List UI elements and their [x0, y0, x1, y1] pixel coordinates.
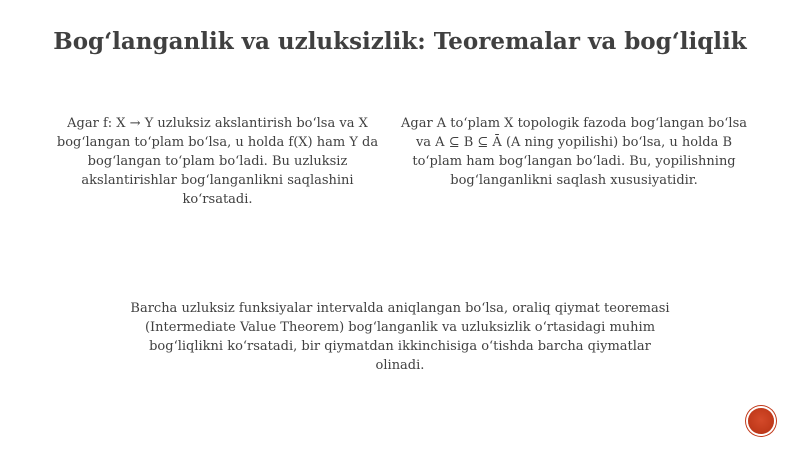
text-block-bottom: Barcha uzluksiz funksiyalar intervalda aniqlangan bo‘lsa, oraliq qiymat teoremasi (Intermediate Value Theorem) bog‘langanlik va uzluksizlik o‘rtasidagi muhim bog‘liqlikni ko‘rsatadi, bir qiymatdan ikkinchisiga o‘tishda barcha qiymatlar olinadi.	[130, 301, 670, 373]
text-block-right: Agar A to‘plam X topologik fazoda bog‘langan bo‘lsa va A ⊆ B ⊆ Ā (A ning yopilishi) bo‘lsa, u holda B to‘plam ham bog‘langan bo‘ladi. Bu, yopilishning bog‘langanlikni saqlash xususiyatidir.	[400, 116, 748, 188]
slide-title: Bog‘langanlik va uzluksizlik: Teoremalar va bog‘liqlik	[53, 28, 747, 55]
slide-nav-button[interactable]	[748, 408, 774, 434]
text-block-left: Agar f: X → Y uzluksiz akslantirish bo‘lsa va X bog‘langan to‘plam bo‘lsa, u holda f(X) ham Y da bog‘langan to‘plam bo‘ladi. Bu uzluksiz akslantirishlar bog‘langanlikni saqlashini ko‘rsatadi.	[56, 116, 379, 207]
